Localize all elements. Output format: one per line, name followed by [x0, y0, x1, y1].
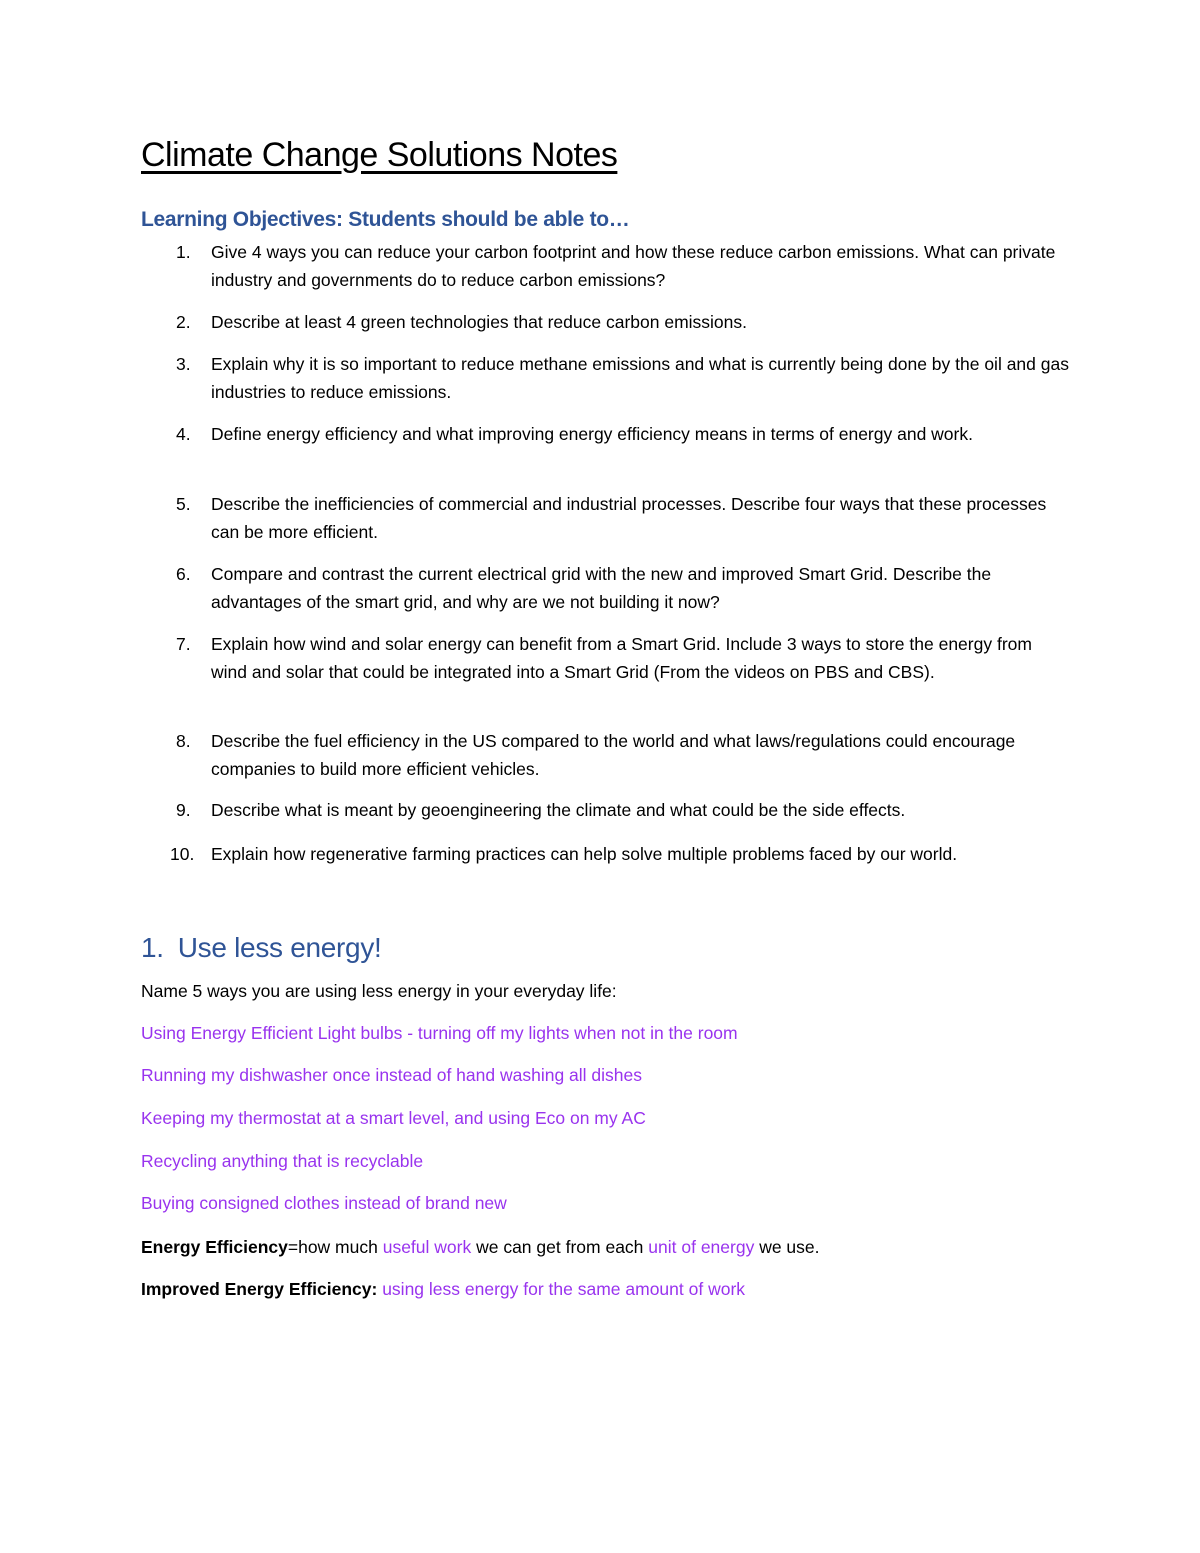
- section-prompt: Name 5 ways you are using less energy in your everyday life:: [141, 981, 617, 1001]
- answer-line: Running my dishwasher once instead of hand washing all dishes: [141, 1065, 642, 1085]
- objectives-heading: Learning Objectives: Students should be able to…: [141, 208, 630, 231]
- objective-number: 2.: [176, 312, 191, 332]
- objective-text: Give 4 ways you can reduce your carbon footprint and how these reduce carbon emissions. What can private industry and governments do to reduce carbon emissions?: [211, 242, 1056, 290]
- objective-text: Explain how regenerative farming practices can help solve multiple problems faced by our world.: [211, 844, 958, 864]
- objective-text: Describe at least 4 green technologies that reduce carbon emissions.: [211, 312, 747, 332]
- definition-answer: useful work: [382, 1237, 472, 1257]
- objective-number: 4.: [176, 424, 191, 444]
- document-title: Climate Change Solutions Notes: [141, 136, 618, 174]
- energy-efficiency-definition: [141, 1234, 820, 1261]
- objective-text: Explain why it is so important to reduce methane emissions and what is currently being done by the oil and gas industries to reduce emissions.: [211, 354, 1069, 402]
- objective-text: Describe the inefficiencies of commercial and industrial processes. Describe four ways that these processes can be more efficient.: [211, 494, 1047, 542]
- definition-term: Improved Energy Efficiency:: [141, 1279, 378, 1299]
- objective-text: Explain how wind and solar energy can benefit from a Smart Grid. Include 3 ways to store the energy from wind and solar that could be integrated into a Smart Grid (From the videos on PBS and CBS).: [211, 634, 1032, 682]
- objective-number: 10.: [170, 844, 195, 864]
- answer-line: Using Energy Efficient Light bulbs - turning off my lights when not in the room: [141, 1023, 738, 1043]
- answer-line: Keeping my thermostat at a smart level, and using Eco on my AC: [141, 1108, 646, 1128]
- section-number: 1.: [141, 932, 164, 963]
- definition-term: Energy Efficiency: [141, 1237, 288, 1257]
- objective-number: 8.: [176, 731, 191, 751]
- definition-text: we use.: [754, 1237, 820, 1257]
- section-heading: [141, 932, 382, 964]
- answer-line: Recycling anything that is recyclable: [141, 1151, 424, 1171]
- objective-text: Compare and contrast the current electrical grid with the new and improved Smart Grid. Describe the advantages of the smart grid, and why are we not building it now?: [211, 564, 992, 612]
- objective-number: 9.: [176, 800, 191, 820]
- definition-answer: using less energy for the same amount of work: [382, 1279, 746, 1299]
- objective-text: Define energy efficiency and what improving energy efficiency means in terms of energy and work.: [211, 424, 973, 444]
- objective-number: 5.: [176, 494, 191, 514]
- objective-number: 3.: [176, 354, 191, 374]
- objective-number: 1.: [176, 242, 191, 262]
- answer-line: Buying consigned clothes instead of brand new: [141, 1193, 507, 1213]
- improved-efficiency-definition: [141, 1276, 745, 1303]
- objective-text: Describe what is meant by geoengineering the climate and what could be the side effects.: [211, 800, 906, 820]
- definition-text: we can get from each: [471, 1237, 649, 1257]
- definition-text: =how much: [287, 1237, 383, 1257]
- definition-answer: unit of energy: [648, 1237, 755, 1257]
- objective-number: 6.: [176, 564, 191, 584]
- objective-number: 7.: [176, 634, 191, 654]
- objective-text: Describe the fuel efficiency in the US compared to the world and what laws/regulations could encourage companies to build more efficient vehicles.: [211, 731, 1016, 779]
- section-title: Use less energy!: [177, 932, 382, 963]
